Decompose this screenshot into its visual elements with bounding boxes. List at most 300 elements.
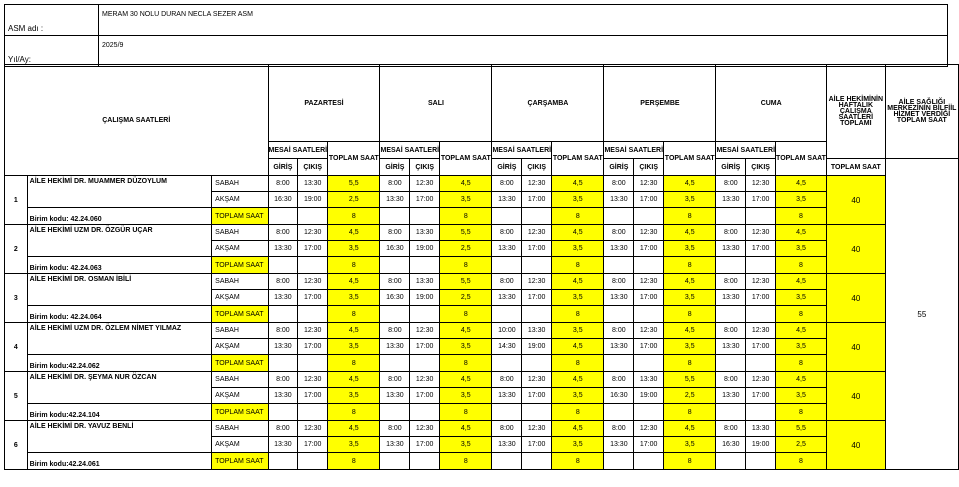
day-total-value: 8	[664, 257, 716, 274]
doctor-name: AİLE HEKİMİ DR. YAVUZ BENLİ	[27, 421, 211, 453]
sabah-giris[interactable]: 8:00	[716, 323, 746, 339]
aksam-cikis[interactable]: 17:00	[746, 241, 776, 257]
aksam-giris[interactable]: 13:30	[716, 192, 746, 208]
day-total-value: 8	[328, 306, 380, 323]
empty-cell	[268, 306, 298, 323]
empty-cell	[716, 404, 746, 421]
empty-cell	[522, 208, 552, 225]
day-total-label: TOPLAM SAAT	[776, 142, 827, 176]
doctor-index: 1	[5, 176, 28, 225]
aksam-giris[interactable]: 16:30	[380, 290, 410, 306]
sabah-giris[interactable]: 8:00	[492, 176, 522, 192]
empty-cell	[522, 404, 552, 421]
day-header: PERŞEMBE	[604, 65, 716, 142]
day-total-value: 8	[328, 355, 380, 372]
aksam-giris[interactable]: 13:30	[380, 339, 410, 355]
aksam-giris[interactable]: 13:30	[268, 339, 298, 355]
sabah-giris[interactable]: 8:00	[380, 421, 410, 437]
sabah-hours: 4,5	[328, 225, 380, 241]
day-total-value: 8	[440, 306, 492, 323]
empty-cell	[268, 355, 298, 372]
aksam-cikis[interactable]: 19:00	[298, 192, 328, 208]
mesai-label: MESAİ SAATLERİ	[380, 142, 440, 159]
aksam-hours: 3,5	[328, 290, 380, 306]
empty-cell	[716, 257, 746, 274]
aksam-cikis[interactable]: 17:00	[746, 192, 776, 208]
asm-label: ASM adı :	[5, 5, 99, 36]
aksam-hours: 3,5	[664, 192, 716, 208]
sabah-hours: 3,5	[552, 323, 604, 339]
day-total-value: 8	[552, 453, 604, 470]
sabah-cikis[interactable]: 13:30	[746, 421, 776, 437]
sabah-hours: 4,5	[440, 372, 492, 388]
empty-cell	[634, 453, 664, 470]
aksam-hours: 2,5	[328, 192, 380, 208]
empty-cell	[746, 453, 776, 470]
doctor-code: Birim kodu: 42.24.064	[27, 306, 211, 323]
sabah-hours: 4,5	[552, 176, 604, 192]
empty-cell	[268, 257, 298, 274]
aksam-label: AKŞAM	[212, 241, 268, 257]
period-label: Yıl/Ay:	[5, 36, 99, 67]
sabah-cikis[interactable]: 13:30	[298, 176, 328, 192]
aksam-hours: 3,5	[664, 339, 716, 355]
empty-cell	[380, 404, 410, 421]
aksam-hours: 3,5	[328, 388, 380, 404]
aksam-giris[interactable]: 13:30	[604, 241, 634, 257]
day-total-value: 8	[776, 306, 827, 323]
day-total-value: 8	[552, 404, 604, 421]
mesai-label: MESAİ SAATLERİ	[604, 142, 664, 159]
aksam-cikis[interactable]: 17:00	[522, 192, 552, 208]
sabah-cikis[interactable]: 12:30	[634, 274, 664, 290]
aksam-cikis[interactable]: 17:00	[634, 241, 664, 257]
sabah-hours: 4,5	[776, 323, 827, 339]
aksam-giris[interactable]: 13:30	[380, 437, 410, 453]
day-total-value: 8	[664, 404, 716, 421]
empty-cell	[298, 257, 328, 274]
day-total-value: 8	[776, 257, 827, 274]
sabah-cikis[interactable]: 13:30	[410, 274, 440, 290]
empty-cell	[298, 306, 328, 323]
doctor-index: 4	[5, 323, 28, 372]
sabah-giris[interactable]: 8:00	[716, 421, 746, 437]
aksam-cikis[interactable]: 17:00	[522, 388, 552, 404]
day-header: PAZARTESİ	[268, 65, 380, 142]
sabah-hours: 4,5	[664, 274, 716, 290]
empty-cell	[604, 404, 634, 421]
sabah-giris[interactable]: 8:00	[604, 176, 634, 192]
cikis-label: ÇIKIŞ	[522, 159, 552, 176]
sabah-hours: 4,5	[776, 274, 827, 290]
sabah-hours: 5,5	[776, 421, 827, 437]
day-total-value: 8	[552, 208, 604, 225]
sabah-hours: 4,5	[776, 225, 827, 241]
sabah-giris[interactable]: 8:00	[268, 372, 298, 388]
empty-cell	[492, 404, 522, 421]
aksam-giris[interactable]: 16:30	[604, 388, 634, 404]
empty-cell	[410, 208, 440, 225]
empty-cell	[716, 306, 746, 323]
empty-cell	[716, 355, 746, 372]
day-total-row-label: TOPLAM SAAT	[212, 404, 268, 421]
aksam-hours: 3,5	[440, 192, 492, 208]
sabah-cikis[interactable]: 12:30	[298, 274, 328, 290]
aksam-giris[interactable]: 16:30	[380, 241, 410, 257]
day-total-value: 8	[664, 355, 716, 372]
sabah-cikis[interactable]: 12:30	[410, 176, 440, 192]
aksam-hours: 3,5	[776, 388, 827, 404]
day-header: ÇARŞAMBA	[492, 65, 604, 142]
aksam-giris[interactable]: 13:30	[492, 241, 522, 257]
aksam-giris[interactable]: 13:30	[492, 290, 522, 306]
aksam-cikis[interactable]: 17:00	[298, 339, 328, 355]
aksam-hours: 3,5	[328, 241, 380, 257]
day-total-value: 8	[552, 306, 604, 323]
aksam-giris[interactable]: 14:30	[492, 339, 522, 355]
aksam-cikis[interactable]: 17:00	[298, 241, 328, 257]
empty-cell	[380, 355, 410, 372]
aksam-giris[interactable]: 13:30	[492, 192, 522, 208]
aksam-cikis[interactable]: 17:00	[634, 339, 664, 355]
aksam-giris[interactable]: 13:30	[604, 437, 634, 453]
aksam-cikis[interactable]: 19:00	[522, 339, 552, 355]
sabah-cikis[interactable]: 12:30	[746, 372, 776, 388]
sabah-label: SABAH	[212, 421, 268, 437]
sabah-giris[interactable]: 8:00	[716, 274, 746, 290]
aksam-label: AKŞAM	[212, 192, 268, 208]
sabah-label: SABAH	[212, 274, 268, 290]
empty-cell	[410, 404, 440, 421]
doctor-name: AİLE HEKİMİ DR. MUAMMER DÜZOYLUM	[27, 176, 211, 208]
aksam-hours: 3,5	[776, 339, 827, 355]
sabah-cikis[interactable]: 13:30	[634, 372, 664, 388]
day-total-value: 8	[776, 404, 827, 421]
day-total-value: 8	[328, 257, 380, 274]
sabah-cikis[interactable]: 12:30	[522, 372, 552, 388]
empty-cell	[746, 355, 776, 372]
cikis-label: ÇIKIŞ	[634, 159, 664, 176]
aksam-giris[interactable]: 13:30	[716, 339, 746, 355]
aksam-hours: 2,5	[440, 241, 492, 257]
doctor-name: AİLE HEKİMİ UZM DR. ÖZGÜR UÇAR	[27, 225, 211, 257]
day-total-value: 8	[552, 355, 604, 372]
sabah-giris[interactable]: 8:00	[492, 274, 522, 290]
aksam-cikis[interactable]: 17:00	[522, 437, 552, 453]
day-total-label: TOPLAM SAAT	[440, 142, 492, 176]
empty-cell	[298, 404, 328, 421]
aksam-hours: 3,5	[776, 241, 827, 257]
sabah-giris[interactable]: 8:00	[716, 225, 746, 241]
aksam-hours: 3,5	[664, 241, 716, 257]
sabah-cikis[interactable]: 12:30	[410, 421, 440, 437]
aksam-giris[interactable]: 16:30	[268, 192, 298, 208]
cikis-label: ÇIKIŞ	[746, 159, 776, 176]
aksam-cikis[interactable]: 17:00	[298, 290, 328, 306]
empty-cell	[604, 355, 634, 372]
doctor-code: Birim kodu:42.24.062	[27, 355, 211, 372]
sabah-cikis[interactable]: 12:30	[410, 372, 440, 388]
sabah-giris[interactable]: 8:00	[492, 421, 522, 437]
doctor-name: AİLE HEKİMİ DR. OSMAN İBİLİ	[27, 274, 211, 306]
aksam-cikis[interactable]: 17:00	[410, 339, 440, 355]
sabah-hours: 4,5	[664, 421, 716, 437]
weekly-total-value: 40	[826, 274, 885, 323]
aksam-cikis[interactable]: 17:00	[522, 241, 552, 257]
header-table	[4, 4, 948, 67]
day-total-value: 8	[776, 208, 827, 225]
aksam-hours: 2,5	[440, 290, 492, 306]
empty-cell	[410, 355, 440, 372]
asm-value[interactable]: MERAM 30 NOLU DURAN NECLA SEZER ASM	[99, 5, 948, 36]
aksam-cikis[interactable]: 17:00	[298, 388, 328, 404]
sabah-giris[interactable]: 8:00	[268, 176, 298, 192]
sabah-hours: 4,5	[552, 225, 604, 241]
cikis-label: ÇIKIŞ	[410, 159, 440, 176]
sabah-cikis[interactable]: 12:30	[298, 225, 328, 241]
aksam-hours: 3,5	[552, 290, 604, 306]
day-total-value: 8	[440, 404, 492, 421]
empty-cell	[298, 355, 328, 372]
day-total-value: 8	[328, 404, 380, 421]
aksam-giris[interactable]: 13:30	[380, 388, 410, 404]
day-total-value: 8	[776, 453, 827, 470]
giris-label: GİRİŞ	[380, 159, 410, 176]
sabah-giris[interactable]: 8:00	[604, 372, 634, 388]
aksam-hours: 3,5	[440, 437, 492, 453]
aksam-giris[interactable]: 13:30	[604, 339, 634, 355]
day-total-row-label: TOPLAM SAAT	[212, 453, 268, 470]
day-total-label: TOPLAM SAAT	[552, 142, 604, 176]
empty-cell	[604, 208, 634, 225]
empty-cell	[492, 355, 522, 372]
aksam-label: AKŞAM	[212, 339, 268, 355]
sabah-giris[interactable]: 8:00	[268, 323, 298, 339]
sabah-giris[interactable]: 8:00	[604, 225, 634, 241]
giris-label: GİRİŞ	[716, 159, 746, 176]
aksam-giris[interactable]: 13:30	[716, 290, 746, 306]
weekly-total-value: 40	[826, 225, 885, 274]
aksam-cikis[interactable]: 17:00	[634, 290, 664, 306]
aksam-cikis[interactable]: 19:00	[746, 437, 776, 453]
empty-cell	[746, 306, 776, 323]
aksam-cikis[interactable]: 17:00	[746, 388, 776, 404]
sabah-cikis[interactable]: 12:30	[634, 176, 664, 192]
empty-cell	[268, 404, 298, 421]
sabah-cikis[interactable]: 12:30	[298, 323, 328, 339]
aksam-hours: 3,5	[552, 192, 604, 208]
sabah-hours: 4,5	[776, 372, 827, 388]
day-total-value: 8	[664, 306, 716, 323]
empty-cell	[492, 453, 522, 470]
aksam-giris[interactable]: 13:30	[604, 192, 634, 208]
sabah-hours: 4,5	[328, 274, 380, 290]
empty-cell	[634, 404, 664, 421]
mesai-label: MESAİ SAATLERİ	[716, 142, 776, 159]
empty-cell	[380, 453, 410, 470]
aksam-cikis[interactable]: 17:00	[410, 192, 440, 208]
sabah-giris[interactable]: 8:00	[380, 274, 410, 290]
sabah-cikis[interactable]: 12:30	[522, 225, 552, 241]
day-total-value: 8	[328, 208, 380, 225]
day-total-row-label: TOPLAM SAAT	[212, 355, 268, 372]
aksam-hours: 3,5	[328, 437, 380, 453]
sabah-cikis[interactable]: 12:30	[634, 323, 664, 339]
aksam-label: AKŞAM	[212, 290, 268, 306]
sabah-cikis[interactable]: 12:30	[746, 225, 776, 241]
sabah-giris[interactable]: 8:00	[380, 323, 410, 339]
sabah-giris[interactable]: 8:00	[380, 372, 410, 388]
sabah-giris[interactable]: 8:00	[380, 176, 410, 192]
weekly-total-header: AİLE HEKİMİNİN HAFTALIK ÇALIŞMA SAATLERİ TOPLAMI	[826, 65, 885, 159]
doctor-code: Birim kodu:42.24.104	[27, 404, 211, 421]
sabah-giris[interactable]: 8:00	[604, 323, 634, 339]
sabah-cikis[interactable]: 12:30	[298, 372, 328, 388]
mesai-label: MESAİ SAATLERİ	[268, 142, 328, 159]
sabah-cikis[interactable]: 12:30	[298, 421, 328, 437]
aksam-giris[interactable]: 13:30	[380, 192, 410, 208]
sabah-label: SABAH	[212, 176, 268, 192]
empty-cell	[634, 306, 664, 323]
aksam-cikis[interactable]: 17:00	[634, 192, 664, 208]
empty-cell	[522, 453, 552, 470]
aksam-giris[interactable]: 13:30	[268, 290, 298, 306]
sabah-giris[interactable]: 8:00	[492, 225, 522, 241]
aksam-giris[interactable]: 13:30	[268, 437, 298, 453]
aksam-hours: 3,5	[776, 290, 827, 306]
sabah-giris[interactable]: 8:00	[604, 274, 634, 290]
sabah-cikis[interactable]: 12:30	[522, 421, 552, 437]
sabah-label: SABAH	[212, 225, 268, 241]
doctor-name: AİLE HEKİMİ UZM DR. ÖZLEM NİMET YILMAZ	[27, 323, 211, 355]
weekly-total-value: 40	[826, 372, 885, 421]
sabah-giris[interactable]: 8:00	[604, 421, 634, 437]
aksam-giris[interactable]: 13:30	[716, 241, 746, 257]
weekly-total-value: 40	[826, 176, 885, 225]
aksam-giris[interactable]: 16:30	[716, 437, 746, 453]
day-total-value: 8	[440, 208, 492, 225]
giris-label: GİRİŞ	[268, 159, 298, 176]
sabah-hours: 4,5	[552, 274, 604, 290]
aksam-hours: 3,5	[440, 388, 492, 404]
empty-cell	[716, 208, 746, 225]
sabah-cikis[interactable]: 12:30	[634, 421, 664, 437]
empty-cell	[746, 257, 776, 274]
aksam-giris[interactable]: 13:30	[716, 388, 746, 404]
doctor-index: 5	[5, 372, 28, 421]
empty-cell	[268, 453, 298, 470]
aksam-cikis[interactable]: 19:00	[410, 241, 440, 257]
sabah-giris[interactable]: 8:00	[268, 225, 298, 241]
aksam-giris[interactable]: 13:30	[268, 241, 298, 257]
aksam-hours: 4,5	[552, 339, 604, 355]
sabah-giris[interactable]: 8:00	[268, 421, 298, 437]
aksam-hours: 3,5	[552, 388, 604, 404]
sabah-cikis[interactable]: 12:30	[410, 323, 440, 339]
empty-cell	[298, 453, 328, 470]
sabah-giris[interactable]: 10:00	[492, 323, 522, 339]
aksam-hours: 3,5	[664, 290, 716, 306]
sabah-hours: 4,5	[440, 176, 492, 192]
aksam-hours: 3,5	[328, 339, 380, 355]
day-total-value: 8	[776, 355, 827, 372]
sabah-giris[interactable]: 8:00	[380, 225, 410, 241]
doctor-index: 3	[5, 274, 28, 323]
aksam-cikis[interactable]: 17:00	[522, 290, 552, 306]
aksam-cikis[interactable]: 17:00	[746, 339, 776, 355]
aksam-label: AKŞAM	[212, 388, 268, 404]
aksam-cikis[interactable]: 17:00	[410, 388, 440, 404]
day-total-label: TOPLAM SAAT	[664, 142, 716, 176]
sabah-cikis[interactable]: 13:30	[410, 225, 440, 241]
sabah-cikis[interactable]: 13:30	[522, 323, 552, 339]
empty-cell	[380, 257, 410, 274]
aksam-giris[interactable]: 13:30	[492, 388, 522, 404]
sabah-giris[interactable]: 8:00	[268, 274, 298, 290]
aksam-cikis[interactable]: 17:00	[746, 290, 776, 306]
aksam-hours: 3,5	[440, 339, 492, 355]
sabah-label: SABAH	[212, 323, 268, 339]
giris-label: GİRİŞ	[492, 159, 522, 176]
aksam-cikis[interactable]: 17:00	[410, 437, 440, 453]
sabah-cikis[interactable]: 12:30	[746, 176, 776, 192]
doctor-index: 2	[5, 225, 28, 274]
sabah-cikis[interactable]: 12:30	[746, 323, 776, 339]
empty-cell	[492, 306, 522, 323]
sabah-cikis[interactable]: 12:30	[634, 225, 664, 241]
day-header: SALI	[380, 65, 492, 142]
doctor-code: Birim kodu: 42.24.063	[27, 257, 211, 274]
sabah-giris[interactable]: 8:00	[716, 372, 746, 388]
empty-cell	[380, 306, 410, 323]
day-total-value: 8	[552, 257, 604, 274]
aksam-cikis[interactable]: 19:00	[634, 388, 664, 404]
aksam-giris[interactable]: 13:30	[604, 290, 634, 306]
sabah-cikis[interactable]: 12:30	[522, 176, 552, 192]
aksam-cikis[interactable]: 17:00	[634, 437, 664, 453]
empty-cell	[634, 355, 664, 372]
aksam-cikis[interactable]: 19:00	[410, 290, 440, 306]
day-total-value: 8	[328, 453, 380, 470]
sabah-label: SABAH	[212, 372, 268, 388]
aksam-giris[interactable]: 13:30	[492, 437, 522, 453]
doctor-code: Birim kodu: 42.24.060	[27, 208, 211, 225]
sabah-hours: 4,5	[552, 372, 604, 388]
aksam-label: AKŞAM	[212, 437, 268, 453]
aksam-hours: 3,5	[776, 192, 827, 208]
sabah-cikis[interactable]: 12:30	[746, 274, 776, 290]
aksam-giris[interactable]: 13:30	[268, 388, 298, 404]
sabah-giris[interactable]: 8:00	[492, 372, 522, 388]
sabah-hours: 5,5	[440, 274, 492, 290]
sabah-giris[interactable]: 8:00	[716, 176, 746, 192]
doctor-index: 6	[5, 421, 28, 470]
sabah-hours: 4,5	[776, 176, 827, 192]
giris-label: GİRİŞ	[604, 159, 634, 176]
empty-cell	[410, 453, 440, 470]
day-total-value: 8	[664, 208, 716, 225]
day-total-value: 8	[664, 453, 716, 470]
day-total-value: 8	[440, 355, 492, 372]
day-header: CUMA	[716, 65, 827, 142]
period-value[interactable]: 2025/9	[99, 36, 948, 67]
doctor-name: AİLE HEKİMİ DR. ŞEYMA NUR ÖZCAN	[27, 372, 211, 404]
aksam-cikis[interactable]: 17:00	[298, 437, 328, 453]
empty-cell	[522, 355, 552, 372]
sabah-hours: 5,5	[664, 372, 716, 388]
sabah-cikis[interactable]: 12:30	[522, 274, 552, 290]
empty-cell	[268, 208, 298, 225]
